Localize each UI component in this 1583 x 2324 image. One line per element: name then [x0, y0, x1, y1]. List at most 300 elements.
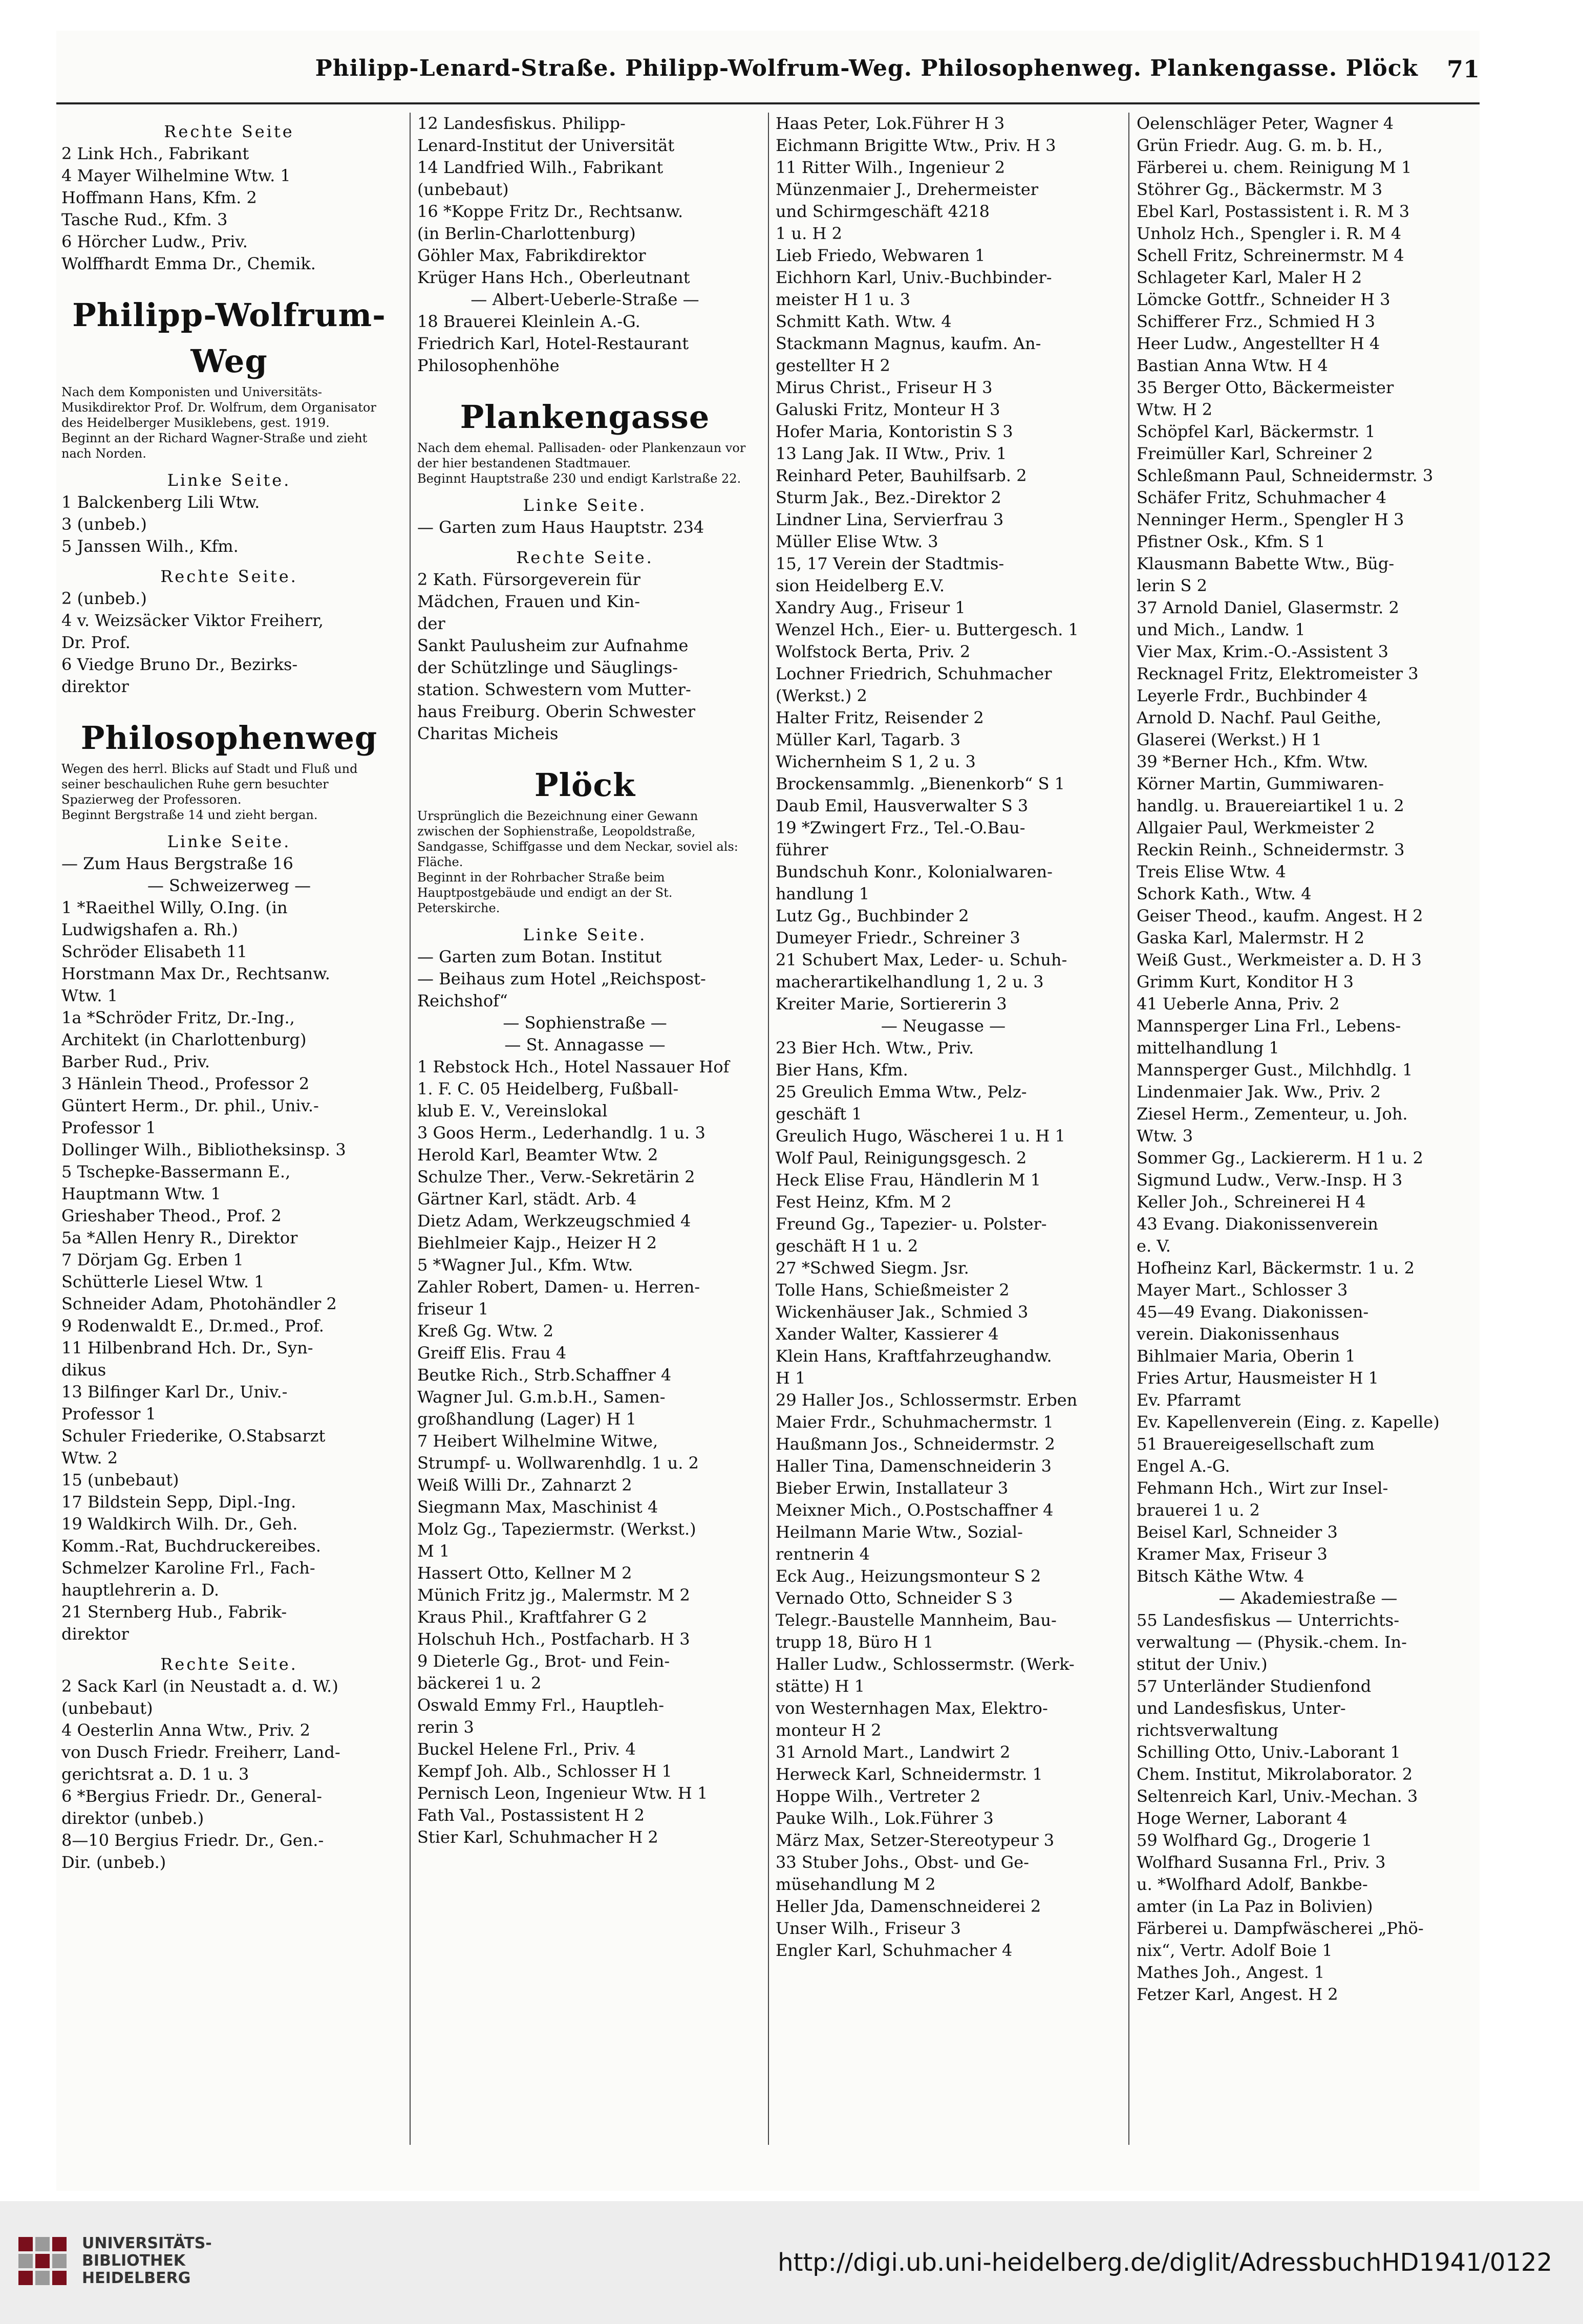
- address-entry: Ziesel Herm., Zementeur, u. Joh.: [1137, 1104, 1408, 1124]
- address-entry: mittelhandlung 1: [1137, 1038, 1279, 1058]
- address-entry: Heer Ludw., Angestellter H 4: [1137, 334, 1380, 353]
- address-entry: 57 Unterländer Studienfond: [1137, 1676, 1372, 1696]
- address-entry: Dr. Prof.: [61, 633, 131, 652]
- address-entry: Halter Fritz, Reisender 2: [776, 708, 984, 727]
- address-entry: Schmitt Kath. Wtw. 4: [776, 312, 952, 331]
- address-entry: 9 Dieterle Gg., Brot- und Fein-: [417, 1651, 670, 1671]
- address-entry: Treis Elise Wtw. 4: [1137, 862, 1286, 881]
- address-entry: Professor 1: [61, 1118, 156, 1137]
- address-entry: Siegmann Max, Maschinist 4: [417, 1497, 658, 1517]
- address-entry: 12 Landesfiskus. Philipp-: [417, 114, 626, 133]
- address-entry: 25 Greulich Emma Wtw., Pelz-: [776, 1082, 1027, 1102]
- address-entry: 21 Sternberg Hub., Fabrik-: [61, 1602, 287, 1622]
- address-entry: Lindenmaier Jak. Ww., Priv. 2: [1137, 1082, 1381, 1102]
- address-entry: 1 *Raeithel Willy, O.Ing. (in: [61, 898, 288, 917]
- viewer-footer: [0, 2201, 1583, 2324]
- address-entry: direktor: [61, 677, 129, 696]
- cross-street: — Schweizerweg —: [147, 876, 311, 895]
- address-entry: Engel A.-G.: [1137, 1456, 1230, 1476]
- address-entry: Weiß Gust., Werkmeister a. D. H 3: [1137, 950, 1422, 970]
- address-entry: Heller Jda, Damenschneiderei 2: [776, 1897, 1041, 1916]
- street-note: Beginnt Hauptstraße 230 und endigt Karlstraße 22.: [417, 471, 741, 486]
- address-entry: Schilling Otto, Univ.-Laborant 1: [1137, 1742, 1401, 1762]
- address-entry: gerichtsrat a. D. 1 u. 3: [61, 1764, 249, 1784]
- address-entry: Bihlmaier Maria, Oberin 1: [1137, 1346, 1356, 1366]
- address-entry: Mannsperger Gust., Milchhdlg. 1: [1137, 1060, 1413, 1080]
- address-entry: 27 *Schwed Siegm. Jsr.: [776, 1258, 969, 1278]
- address-entry: Ludwigshafen a. Rh.): [61, 920, 238, 939]
- address-entry: Seltenreich Karl, Univ.-Mechan. 3: [1137, 1787, 1418, 1806]
- address-entry: Wtw. 1: [61, 986, 118, 1005]
- address-entry: trupp 18, Büro H 1: [776, 1632, 934, 1652]
- address-entry: 19 *Zwingert Frz., Tel.-O.Bau-: [776, 818, 1025, 837]
- street-note: Beginnt Bergstraße 14 und zieht bergan.: [61, 808, 318, 822]
- cross-street: — Albert-Ueberle-Straße —: [470, 290, 699, 309]
- address-entry: Zahler Robert, Damen- u. Herren-: [417, 1277, 700, 1297]
- address-entry: e. V.: [1137, 1236, 1171, 1256]
- address-entry: 1 u. H 2: [776, 224, 842, 243]
- address-entry: 7 Heibert Wilhelmine Witwe,: [417, 1431, 658, 1451]
- address-entry: Friedrich Karl, Hotel-Restaurant: [417, 334, 689, 353]
- address-entry: Tolle Hans, Schießmeister 2: [776, 1280, 1010, 1300]
- address-entry: rerin 3: [417, 1717, 474, 1737]
- address-entry: Eichhorn Karl, Univ.-Buchbinder-: [776, 268, 1052, 287]
- address-entry: 5 Janssen Wilh., Kfm.: [61, 536, 239, 556]
- address-entry: richtsverwaltung: [1137, 1720, 1278, 1740]
- address-entry: Mathes Joh., Angest. 1: [1137, 1963, 1325, 1982]
- address-entry: Ev. Kapellenverein (Eing. z. Kapelle): [1137, 1412, 1440, 1432]
- address-entry: 41 Ueberle Anna, Priv. 2: [1137, 994, 1340, 1014]
- address-entry: Schlageter Karl, Maler H 2: [1137, 268, 1362, 287]
- address-entry: März Max, Setzer-Stereotypeur 3: [776, 1831, 1055, 1850]
- address-entry: Wolffhardt Emma Dr., Chemik.: [61, 254, 316, 273]
- address-entry: 59 Wolfhard Gg., Drogerie 1: [1137, 1831, 1372, 1850]
- address-entry: 37 Arnold Daniel, Glasermstr. 2: [1137, 598, 1399, 617]
- address-entry: Fath Val., Postassistent H 2: [417, 1805, 645, 1825]
- address-entry: — Garten zum Botan. Institut: [417, 947, 662, 966]
- address-entry: müsehandlung M 2: [776, 1875, 936, 1894]
- address-entry: gestellter H 2: [776, 356, 890, 375]
- address-entry: Hauptmann Wtw. 1: [61, 1184, 221, 1203]
- address-entry: Barber Rud., Priv.: [61, 1052, 210, 1071]
- address-entry: nix“, Vertr. Adolf Boie 1: [1137, 1941, 1333, 1960]
- address-entry: Mayer Mart., Schlosser 3: [1137, 1280, 1348, 1300]
- address-entry: u. *Wolfhard Adolf, Bankbe-: [1137, 1875, 1368, 1894]
- address-entry: 1. F. C. 05 Heidelberg, Fußball-: [417, 1079, 679, 1099]
- directory-page: [56, 31, 1480, 2191]
- address-entry: Buckel Helene Frl., Priv. 4: [417, 1739, 636, 1759]
- address-entry: Wichernheim S 1, 2 u. 3: [776, 752, 976, 771]
- address-entry: (unbebaut): [417, 180, 509, 199]
- page-number: 71: [1446, 55, 1480, 83]
- address-entry: der Schützlinge und Säuglings-: [417, 658, 678, 677]
- address-entry: Freimüller Karl, Schreiner 2: [1137, 444, 1373, 463]
- address-entry: Fetzer Karl, Angest. H 2: [1137, 1985, 1338, 2004]
- address-entry: Haller Tina, Damenschneiderin 3: [776, 1456, 1052, 1476]
- address-entry: Oswald Emmy Frl., Hauptleh-: [417, 1695, 665, 1715]
- address-entry: 23 Bier Hch. Wtw., Priv.: [776, 1038, 974, 1058]
- address-entry: handlung 1: [776, 884, 870, 903]
- column-1: [61, 113, 397, 2170]
- address-entry: Wolfstock Berta, Priv. 2: [776, 642, 971, 661]
- address-entry: stätte) H 1: [776, 1676, 865, 1696]
- address-entry: Unser Wilh., Friseur 3: [776, 1919, 961, 1938]
- address-entry: macherartikelhandlung 1, 2 u. 3: [776, 972, 1044, 992]
- address-entry: 4 Oesterlin Anna Wtw., Priv. 2: [61, 1720, 310, 1740]
- address-entry: Heck Elise Frau, Händlerin M 1: [776, 1170, 1041, 1190]
- address-entry: Architekt (in Charlottenburg): [61, 1030, 307, 1049]
- address-entry: Schröder Elisabeth 11: [61, 942, 248, 961]
- address-entry: handlg. u. Brauereiartikel 1 u. 2: [1137, 796, 1404, 815]
- address-entry: haus Freiburg. Oberin Schwester: [417, 702, 696, 721]
- address-entry: Biehlmeier Kajp., Heizer H 2: [417, 1233, 657, 1253]
- street-note: Ursprünglich die Bezeichnung einer Gewann zwischen der Sophienstraße, Leopoldstraße, Sandgasse, Schiffgasse und dem Neckar, soviel als: Fläche.: [417, 809, 738, 869]
- page-header: [56, 46, 1480, 104]
- address-entry: Hoge Werner, Laborant 4: [1137, 1809, 1347, 1828]
- cross-street: — Sophienstraße —: [503, 1013, 667, 1032]
- address-entry: geschäft 1: [776, 1104, 862, 1124]
- address-entry: Körner Martin, Gummiwaren-: [1137, 774, 1384, 793]
- address-entry: Freund Gg., Tapezier- u. Polster-: [776, 1214, 1047, 1234]
- address-entry: (in Berlin-Charlottenburg): [417, 224, 636, 243]
- address-entry: 14 Landfried Wilh., Fabrikant: [417, 158, 664, 177]
- address-entry: 6 *Bergius Friedr. Dr., General-: [61, 1787, 322, 1806]
- address-entry: Heilmann Marie Wtw., Sozial-: [776, 1522, 1023, 1542]
- address-entry: Stöhrer Gg., Bäckermstr. M 3: [1137, 180, 1383, 199]
- address-entry: 4 Mayer Wilhelmine Wtw. 1: [61, 166, 291, 185]
- address-entry: Haas Peter, Lok.Führer H 3: [776, 114, 1005, 133]
- address-entry: Telegr.-Baustelle Mannheim, Bau-: [776, 1610, 1057, 1630]
- address-entry: 2 Link Hch., Fabrikant: [61, 144, 249, 163]
- address-entry: meister H 1 u. 3: [776, 290, 911, 309]
- address-entry: M 1: [417, 1541, 450, 1561]
- address-entry: Maier Frdr., Schuhmachermstr. 1: [776, 1412, 1054, 1432]
- address-entry: Stackmann Magnus, kaufm. An-: [776, 334, 1041, 353]
- address-entry: Grieshaber Theod., Prof. 2: [61, 1206, 282, 1225]
- address-entry: Schifferer Frz., Schmied H 3: [1137, 312, 1375, 331]
- address-entry: Dietz Adam, Werkzeugschmied 4: [417, 1211, 691, 1231]
- address-entry: Holschuh Hch., Postfacharb. H 3: [417, 1629, 690, 1649]
- address-entry: Keller Joh., Schreinerei H 4: [1137, 1192, 1366, 1212]
- address-entry: geschäft H 1 u. 2: [776, 1236, 918, 1256]
- address-entry: Wtw. 3: [1137, 1126, 1193, 1146]
- address-entry: Güntert Herm., Dr. phil., Univ.-: [61, 1096, 319, 1115]
- address-entry: Engler Karl, Schuhmacher 4: [776, 1941, 1013, 1960]
- address-entry: Ebel Karl, Postassistent i. R. M 3: [1137, 202, 1410, 221]
- address-entry: 2 Kath. Fürsorgeverein für: [417, 570, 640, 589]
- address-entry: Greiff Elis. Frau 4: [417, 1343, 567, 1363]
- address-entry: — Zum Haus Bergstraße 16: [61, 854, 293, 873]
- address-entry: Wolf Paul, Reinigungsgesch. 2: [776, 1148, 1027, 1168]
- address-entry: Beisel Karl, Schneider 3: [1137, 1522, 1338, 1542]
- address-entry: Brockensammlg. „Bienenkorb“ S 1: [776, 774, 1065, 793]
- address-entry: 1 Balckenberg Lili Wtw.: [61, 492, 260, 512]
- address-entry: Vier Max, Krim.-O.-Assistent 3: [1137, 642, 1388, 661]
- address-entry: 3 (unbeb.): [61, 514, 147, 534]
- address-entry: Komm.-Rat, Buchdruckereibes.: [61, 1536, 321, 1556]
- side-heading: Rechte Seite.: [160, 1654, 298, 1674]
- address-entry: 55 Landesfiskus — Unterrichts-: [1137, 1610, 1400, 1630]
- address-entry: Vernado Otto, Schneider S 3: [776, 1588, 1013, 1608]
- address-entry: Unholz Hch., Spengler i. R. M 4: [1137, 224, 1402, 243]
- address-entry: bäckerei 1 u. 2: [417, 1673, 542, 1693]
- address-entry: Mädchen, Frauen und Kin-: [417, 592, 640, 611]
- column-3: [776, 113, 1111, 2170]
- address-entry: 43 Evang. Diakonissenverein: [1137, 1214, 1378, 1234]
- address-entry: 15, 17 Verein der Stadtmis-: [776, 554, 1004, 573]
- address-entry: Strumpf- u. Wollwarenhdlg. 1 u. 2: [417, 1453, 699, 1473]
- cross-street: — Neugasse —: [881, 1016, 1006, 1036]
- address-entry: Weiß Willi Dr., Zahnarzt 2: [417, 1475, 632, 1495]
- address-entry: Nenninger Herm., Spengler H 3: [1137, 510, 1404, 529]
- address-entry: 18 Brauerei Kleinlein A.-G.: [417, 312, 640, 331]
- address-entry: 13 Bilfinger Karl Dr., Univ.-: [61, 1382, 288, 1402]
- address-entry: 1a *Schröder Fritz, Dr.-Ing.,: [61, 1008, 295, 1027]
- address-entry: Bitsch Käthe Wtw. 4: [1137, 1566, 1304, 1586]
- side-heading: Linke Seite.: [167, 470, 291, 490]
- address-entry: 9 Rodenwaldt E., Dr.med., Prof.: [61, 1316, 324, 1336]
- address-entry: Hofheinz Karl, Bäckermstr. 1 u. 2: [1137, 1258, 1415, 1278]
- address-entry: Hassert Otto, Kellner M 2: [417, 1563, 632, 1583]
- address-entry: Klausmann Babette Wtw., Büg-: [1137, 554, 1395, 573]
- address-entry: Leyerle Frdr., Buchbinder 4: [1137, 686, 1368, 705]
- source-url[interactable]: http://digi.ub.uni-heidelberg.de/diglit/AdressbuchHD1941/0122: [778, 2248, 1552, 2277]
- address-entry: 31 Arnold Mart., Landwirt 2: [776, 1742, 1011, 1762]
- address-entry: Sommer Gg., Lackiererm. H 1 u. 2: [1137, 1148, 1423, 1168]
- street-note: Beginnt an der Richard Wagner-Straße und zieht nach Norden.: [61, 431, 368, 461]
- address-entry: verwaltung — (Physik.-chem. In-: [1137, 1632, 1407, 1652]
- address-entry: Lochner Friedrich, Schuhmacher: [776, 664, 1052, 683]
- library-name-line: HEIDELBERG: [82, 2269, 191, 2287]
- address-entry: friseur 1: [417, 1299, 489, 1319]
- address-entry: 29 Haller Jos., Schlossermstr. Erben: [776, 1390, 1078, 1410]
- address-entry: Beutke Rich., Strb.Schaffner 4: [417, 1365, 672, 1385]
- address-entry: 33 Stuber Johs., Obst- und Ge-: [776, 1853, 1029, 1872]
- column-divider: [1128, 113, 1129, 2145]
- street-note: Wegen des herrl. Blicks auf Stadt und Fluß und seiner beschaulichen Ruhe gern besuchter Spazierweg der Professoren.: [61, 762, 358, 807]
- side-heading: Linke Seite.: [523, 925, 647, 944]
- address-entry: Eck Aug., Heizungsmonteur S 2: [776, 1566, 1041, 1586]
- address-entry: von Dusch Friedr. Freiherr, Land-: [61, 1742, 340, 1762]
- column-2: [417, 113, 753, 2170]
- address-entry: Herold Karl, Beamter Wtw. 2: [417, 1145, 658, 1165]
- cross-street: — St. Annagasse —: [504, 1035, 666, 1055]
- street-heading: Philipp-Wolfrum-Weg: [72, 296, 386, 380]
- address-entry: Sankt Paulusheim zur Aufnahme: [417, 636, 689, 655]
- address-entry: Herweck Karl, Schneidermstr. 1: [776, 1764, 1043, 1784]
- street-heading: Philosophenweg: [80, 719, 378, 757]
- address-entry: klub E. V., Vereinslokal: [417, 1101, 608, 1121]
- address-entry: Wtw. H 2: [1137, 400, 1213, 419]
- address-entry: Horstmann Max Dr., Rechtsanw.: [61, 964, 330, 983]
- address-entry: Lindner Lina, Servierfrau 3: [776, 510, 1004, 529]
- address-entry: Kramer Max, Friseur 3: [1137, 1544, 1328, 1564]
- address-entry: hauptlehrerin a. D.: [61, 1580, 220, 1600]
- running-title: Philipp-Lenard-Straße. Philipp-Wolfrum-Weg. Philosophenweg. Plankengasse. Plöck: [315, 55, 1418, 81]
- address-entry: Xandry Aug., Friseur 1: [776, 598, 966, 617]
- address-entry: Münich Fritz jg., Malermstr. M 2: [417, 1585, 690, 1605]
- address-entry: Philosophenhöhe: [417, 356, 560, 375]
- address-entry: Haußmann Jos., Schneidermstr. 2: [776, 1434, 1055, 1454]
- address-entry: 3 Goos Herm., Lederhandlg. 1 u. 3: [417, 1123, 705, 1143]
- address-entry: 15 (unbebaut): [61, 1470, 179, 1490]
- address-entry: 5a *Allen Henry R., Direktor: [61, 1228, 298, 1247]
- address-entry: Fries Artur, Hausmeister H 1: [1137, 1368, 1379, 1388]
- address-entry: Stier Karl, Schuhmacher H 2: [417, 1827, 658, 1847]
- address-entry: Wenzel Hch., Eier- u. Buttergesch. 1: [776, 620, 1079, 639]
- address-entry: großhandlung (Lager) H 1: [417, 1409, 636, 1429]
- address-entry: Meixner Mich., O.Postschaffner 4: [776, 1500, 1054, 1520]
- address-entry: Klein Hans, Kraftfahrzeughandw.: [776, 1346, 1052, 1366]
- address-entry: Reinhard Peter, Bauhilfsarb. 2: [776, 466, 1027, 485]
- address-entry: Xander Walter, Kassierer 4: [776, 1324, 999, 1344]
- column-4: [1137, 113, 1480, 2170]
- address-entry: Geiser Theod., kaufm. Angest. H 2: [1137, 906, 1423, 926]
- address-entry: Schulze Ther., Verw.-Sekretärin 2: [417, 1167, 695, 1187]
- address-entry: Reckin Reinh., Schneidermstr. 3: [1137, 840, 1405, 859]
- address-entry: Kreiter Marie, Sortiererin 3: [776, 994, 1007, 1014]
- address-entry: sion Heidelberg E.V.: [776, 576, 945, 595]
- address-entry: Färberei u. Dampfwäscherei „Phö-: [1137, 1919, 1424, 1938]
- address-entry: Wickenhäuser Jak., Schmied 3: [776, 1302, 1029, 1322]
- library-name-line: BIBLIOTHEK: [82, 2252, 185, 2270]
- address-entry: Mirus Christ., Friseur H 3: [776, 378, 993, 397]
- address-entry: 6 Viedge Bruno Dr., Bezirks-: [61, 655, 298, 674]
- address-entry: Tasche Rud., Kfm. 3: [61, 210, 228, 229]
- address-entry: Schneider Adam, Photohändler 2: [61, 1294, 337, 1314]
- address-entry: Schütterle Liesel Wtw. 1: [61, 1272, 265, 1292]
- address-entry: Müller Karl, Tagarb. 3: [776, 730, 961, 749]
- address-entry: Schmelzer Karoline Frl., Fach-: [61, 1558, 315, 1578]
- address-entry: 3 Hänlein Theod., Professor 2: [61, 1074, 310, 1093]
- address-entry: Bastian Anna Wtw. H 4: [1137, 356, 1328, 375]
- address-entry: verein. Diakonissenhaus: [1137, 1324, 1340, 1344]
- address-entry: 6 Hörcher Ludw., Priv.: [61, 232, 248, 251]
- address-entry: 45—49 Evang. Diakonissen-: [1137, 1302, 1369, 1322]
- address-entry: 2 (unbeb.): [61, 589, 147, 608]
- address-entry: Lömcke Gottfr., Schneider H 3: [1137, 290, 1391, 309]
- address-entry: Mannsperger Lina Frl., Lebens-: [1137, 1016, 1401, 1036]
- address-entry: Bundschuh Konr., Kolonialwaren-: [776, 862, 1053, 881]
- address-entry: Kreß Gg. Wtw. 2: [417, 1321, 554, 1341]
- address-entry: Greulich Hugo, Wäscherei 1 u. H 1: [776, 1126, 1065, 1146]
- address-entry: Schuler Friederike, O.Stabsarzt: [61, 1426, 326, 1446]
- street-note: Beginnt in der Rohrbacher Straße beim Hauptpostgebäude und endigt an der St. Peterskirche.: [417, 870, 673, 915]
- address-entry: 5 *Wagner Jul., Kfm. Wtw.: [417, 1255, 633, 1275]
- address-entry: und Landesfiskus, Unter-: [1137, 1698, 1346, 1718]
- address-entry: Bieber Erwin, Installateur 3: [776, 1478, 1009, 1498]
- address-entry: 21 Schubert Max, Leder- u. Schuh-: [776, 950, 1067, 970]
- street-heading: Plöck: [534, 766, 636, 804]
- column-divider: [410, 113, 411, 2145]
- address-entry: 1 Rebstock Hch., Hotel Nassauer Hof: [417, 1057, 730, 1077]
- address-entry: Chem. Institut, Mikrolaborator. 2: [1137, 1764, 1413, 1784]
- address-entry: lerin S 2: [1137, 576, 1207, 595]
- address-entry: 8—10 Bergius Friedr. Dr., Gen.-: [61, 1831, 324, 1850]
- address-entry: monteur H 2: [776, 1720, 882, 1740]
- address-entry: Ev. Pfarramt: [1137, 1390, 1241, 1410]
- address-entry: Schork Kath., Wtw. 4: [1137, 884, 1312, 903]
- address-entry: Dir. (unbeb.): [61, 1853, 166, 1872]
- address-entry: (unbebaut): [61, 1698, 153, 1718]
- address-entry: Göhler Max, Fabrikdirektor: [417, 246, 646, 265]
- address-entry: — Beihaus zum Hotel „Reichspost-: [417, 969, 706, 988]
- side-heading: Rechte Seite.: [160, 567, 298, 586]
- address-entry: Eichmann Brigitte Wtw., Priv. H 3: [776, 136, 1056, 155]
- street-heading: Plankengasse: [460, 398, 710, 436]
- address-entry: Sturm Jak., Bez.-Direktor 2: [776, 488, 1001, 507]
- address-entry: Grün Friedr. Aug. G. m. b. H.,: [1137, 136, 1383, 155]
- library-logo-icon: [14, 2233, 71, 2289]
- address-entry: Schäfer Fritz, Schuhmacher 4: [1137, 488, 1386, 507]
- address-entry: führer: [776, 840, 828, 859]
- address-entry: Färberei u. chem. Reinigung M 1: [1137, 158, 1412, 177]
- address-entry: Molz Gg., Tapeziermstr. (Werkst.): [417, 1519, 696, 1539]
- column-divider: [768, 113, 769, 2145]
- address-entry: brauerei 1 u. 2: [1137, 1500, 1260, 1520]
- address-entry: Sigmund Ludw., Verw.-Insp. H 3: [1137, 1170, 1403, 1190]
- address-entry: 39 *Berner Hch., Kfm. Wtw.: [1137, 752, 1368, 771]
- address-entry: dikus: [61, 1360, 106, 1380]
- address-entry: Recknagel Fritz, Elektromeister 3: [1137, 664, 1419, 683]
- address-entry: Grimm Kurt, Konditor H 3: [1137, 972, 1354, 992]
- address-entry: (Werkst.) 2: [776, 686, 867, 705]
- side-heading: Rechte Seite: [164, 122, 294, 141]
- address-entry: Daub Emil, Hausverwalter S 3: [776, 796, 1029, 815]
- address-entry: direktor: [61, 1624, 129, 1644]
- address-entry: Hofer Maria, Kontoristin S 3: [776, 422, 1013, 441]
- address-entry: 5 Tschepke-Bassermann E.,: [61, 1162, 291, 1181]
- side-heading: Linke Seite.: [167, 832, 291, 851]
- address-entry: 16 *Koppe Fritz Dr., Rechtsanw.: [417, 202, 683, 221]
- address-entry: Wagner Jul. G.m.b.H., Samen-: [417, 1387, 666, 1407]
- address-entry: Wtw. 2: [61, 1448, 118, 1468]
- address-entry: Bier Hans, Kfm.: [776, 1060, 908, 1080]
- address-entry: Schöpfel Karl, Bäckermstr. 1: [1137, 422, 1376, 441]
- address-entry: Pauke Wilh., Lok.Führer 3: [776, 1809, 994, 1828]
- side-heading: Linke Seite.: [523, 496, 647, 515]
- address-entry: 11 Ritter Wilh., Ingenieur 2: [776, 158, 1006, 177]
- library-name: [82, 2235, 212, 2287]
- address-entry: 11 Hilbenbrand Hch. Dr., Syn-: [61, 1338, 313, 1358]
- address-entry: station. Schwestern vom Mutter-: [417, 680, 691, 699]
- street-note: Nach dem Komponisten und Universitäts-Musikdirektor Prof. Dr. Wolfrum, dem Organisator des Heidelberger Musiklebens, gest. 1919.: [61, 385, 376, 430]
- address-entry: Lutz Gg., Buchbinder 2: [776, 906, 969, 926]
- address-entry: Professor 1: [61, 1404, 156, 1424]
- address-entry: Kraus Phil., Kraftfahrer G 2: [417, 1607, 647, 1627]
- address-entry: 2 Sack Karl (in Neustadt a. d. W.): [61, 1676, 338, 1696]
- address-entry: und Mich., Landw. 1: [1137, 620, 1306, 639]
- address-entry: Pernisch Leon, Ingenieur Wtw. H 1: [417, 1783, 708, 1803]
- address-entry: Fest Heinz, Kfm. M 2: [776, 1192, 952, 1212]
- address-entry: Oelenschläger Peter, Wagner 4: [1137, 114, 1394, 133]
- address-entry: Lieb Friedo, Webwaren 1: [776, 246, 986, 265]
- address-entry: Dumeyer Friedr., Schreiner 3: [776, 928, 1020, 948]
- address-entry: 17 Bildstein Sepp, Dipl.-Ing.: [61, 1492, 296, 1512]
- address-entry: Lenard-Institut der Universität: [417, 136, 675, 155]
- address-entry: 13 Lang Jak. II Wtw., Priv. 1: [776, 444, 1007, 463]
- address-entry: H 1: [776, 1368, 806, 1388]
- address-entry: Gaska Karl, Malermstr. H 2: [1137, 928, 1365, 948]
- address-entry: Schleßmann Paul, Schneidermstr. 3: [1137, 466, 1434, 485]
- address-entry: 19 Waldkirch Wilh. Dr., Geh.: [61, 1514, 298, 1534]
- address-entry: Reichshof“: [417, 991, 508, 1010]
- address-entry: Dollinger Wilh., Bibliotheksinsp. 3: [61, 1140, 346, 1159]
- address-entry: 4 v. Weizsäcker Viktor Freiherr,: [61, 611, 324, 630]
- address-entry: der: [417, 614, 445, 633]
- street-note: Nach dem ehemal. Pallisaden- oder Plankenzaun vor der hier bestandenen Stadtmauer.: [417, 441, 746, 470]
- address-entry: Allgaier Paul, Werkmeister 2: [1137, 818, 1375, 837]
